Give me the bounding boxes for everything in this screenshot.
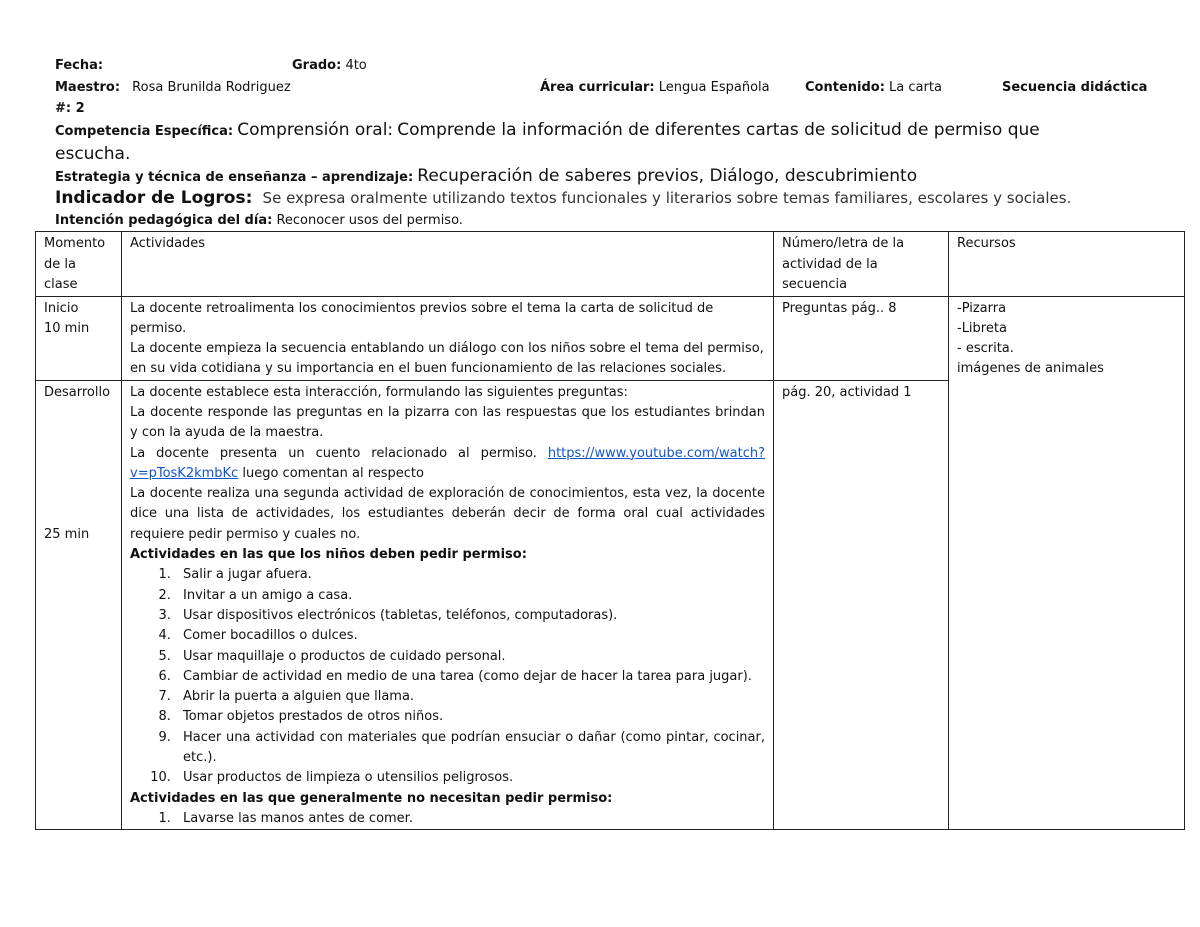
contenido-row: [805, 80, 942, 95]
desarrollo-actividades-cell: [122, 380, 774, 830]
competencia-row: [55, 120, 1040, 140]
maestro-row: [55, 80, 291, 95]
list-item: 10. Usar productos de limpieza o utensilios peligrosos.: [175, 768, 765, 788]
header-actividades: Actividades: [122, 232, 774, 297]
video-link-cont[interactable]: v=pTosK2kmbKc: [130, 465, 239, 481]
table-header-row: [36, 232, 1185, 297]
desarrollo-act-4: La docente realiza una segunda actividad de exploración de conocimientos, esta vez, la docente dice una lista de actividades, los estudiantes deberán decir de forma oral cual actividades requiere pedir permiso y cuales no.: [130, 486, 765, 542]
header-numero: [774, 232, 949, 297]
inicio-numero: Preguntas pág.. 8: [774, 296, 949, 380]
recurso-item: -Libreta: [957, 320, 1007, 336]
lesson-plan-table: [35, 231, 1185, 830]
list-item: 4. Comer bocadillos o dulces.: [175, 626, 765, 646]
estrategia-label: Estrategia y técnica de enseñanza – aprendizaje:: [55, 170, 414, 185]
intencion-value: Reconocer usos del permiso.: [276, 213, 463, 228]
recursos-cell: [949, 296, 1185, 830]
inicio-act-1: La docente retroalimenta los conocimientos previos sobre el tema la carta de solicitud de permiso.: [130, 300, 714, 336]
estrategia-row: [55, 166, 917, 186]
recurso-item: -Pizarra: [957, 300, 1007, 316]
recurso-item: imágenes de animales: [957, 361, 1104, 377]
list-permiso: [130, 565, 765, 788]
grado-row: [292, 58, 367, 73]
secuencia-row: [1002, 80, 1147, 95]
desarrollo-tiempo: 25 min: [44, 526, 90, 542]
indicador-value: Se expresa oralmente utilizando textos funcionales y literarios sobre temas familiares, escolares y sociales.: [262, 189, 1072, 207]
list-item: 3. Usar dispositivos electrónicos (tabletas, teléfonos, computadoras).: [175, 606, 765, 626]
desarrollo-momento: Desarrollo: [44, 384, 111, 400]
inicio-actividades-cell: [122, 296, 774, 380]
grado-label: Grado:: [292, 58, 342, 73]
indicador-row: [55, 188, 1071, 208]
contenido-value: La carta: [889, 80, 942, 95]
inicio-momento: Inicio: [44, 300, 79, 316]
intencion-row: [55, 213, 463, 228]
area-label: Área curricular:: [540, 80, 655, 95]
desarrollo-momento-cell: [36, 380, 122, 830]
secuencia-num: #: 2: [55, 101, 85, 116]
inicio-tiempo: 10 min: [44, 320, 90, 336]
secuencia-label: Secuencia didáctica: [1002, 80, 1148, 95]
list-1-title: Actividades en las que los niños deben pedir permiso:: [130, 547, 527, 563]
spacer: [44, 403, 113, 525]
inicio-act-2: La docente empieza la secuencia entablando un diálogo con los niños sobre el tema del permiso, en su vida cotidiana y su importancia en el buen funcionamiento de las relaciones sociales.: [130, 341, 764, 377]
fecha-row: [55, 58, 103, 73]
header-momento-line: de la: [44, 256, 76, 272]
competencia-text: Comprende la información de diferentes cartas de solicitud de permiso que: [397, 120, 1040, 140]
list-item: 1. Lavarse las manos antes de comer.: [175, 809, 765, 829]
list-item: 2. Invitar a un amigo a casa.: [175, 586, 765, 606]
list-item: 1. Salir a jugar afuera.: [175, 565, 765, 585]
header-momento: [36, 232, 122, 297]
desarrollo-act-3-text: La docente presenta un cuento relacionado al permiso.: [130, 445, 537, 461]
header-momento-line: Momento: [44, 236, 106, 251]
header-numero-line: actividad de la: [782, 256, 878, 272]
header-numero-line: secuencia: [782, 277, 848, 292]
video-link[interactable]: https://www.youtube.com/watch?: [547, 445, 766, 461]
area-value: Lengua Española: [658, 80, 770, 95]
list-item: 5. Usar maquillaje o productos de cuidado personal.: [175, 647, 765, 667]
table-row-inicio: [36, 296, 1185, 380]
list-item: 8. Tomar objetos prestados de otros niños.: [175, 707, 765, 727]
competencia-label: Competencia Específica:: [55, 124, 234, 139]
list-item: 9. Hacer una actividad con materiales que podrían ensuciar o dañar (como pintar, cocinar, etc.).: [175, 728, 765, 769]
area-row: [540, 80, 770, 95]
estrategia-value: Recuperación de saberes previos, Diálogo, descubrimiento: [417, 166, 918, 186]
fecha-label: Fecha:: [55, 58, 104, 73]
inicio-momento-cell: [36, 296, 122, 380]
desarrollo-numero: pág. 20, actividad 1: [774, 380, 949, 830]
desarrollo-act-3: [130, 444, 765, 485]
list-item: 7. Abrir la puerta a alguien que llama.: [175, 687, 765, 707]
header-recursos: Recursos: [949, 232, 1185, 297]
contenido-label: Contenido:: [805, 80, 885, 95]
header-numero-line: Número/letra de la: [782, 236, 905, 251]
indicador-label: Indicador de Logros:: [55, 188, 253, 208]
desarrollo-act-1: La docente establece esta interacción, formulando las siguientes preguntas:: [130, 384, 628, 400]
competencia-title: Comprensión oral:: [237, 120, 394, 140]
list-sin-permiso: [130, 809, 765, 829]
desarrollo-act-3-end: luego comentan al respecto: [242, 465, 424, 481]
grado-value: 4to: [345, 58, 367, 73]
list-item: 6. Cambiar de actividad en medio de una tarea (como dejar de hacer la tarea para jugar).: [175, 667, 765, 687]
maestro-label: Maestro:: [55, 80, 121, 95]
recurso-item: - escrita.: [957, 341, 1014, 357]
maestro-value: Rosa Brunilda Rodriguez: [132, 80, 291, 95]
intencion-label: Intención pedagógica del día:: [55, 213, 273, 228]
list-2-title: Actividades en las que generalmente no necesitan pedir permiso:: [130, 790, 613, 806]
desarrollo-act-2: La docente responde las preguntas en la pizarra con las respuestas que los estudiantes brindan y con la ayuda de la maestra.: [130, 404, 765, 441]
competencia-text-cont: escucha.: [55, 144, 131, 164]
header-momento-line: clase: [44, 277, 78, 292]
